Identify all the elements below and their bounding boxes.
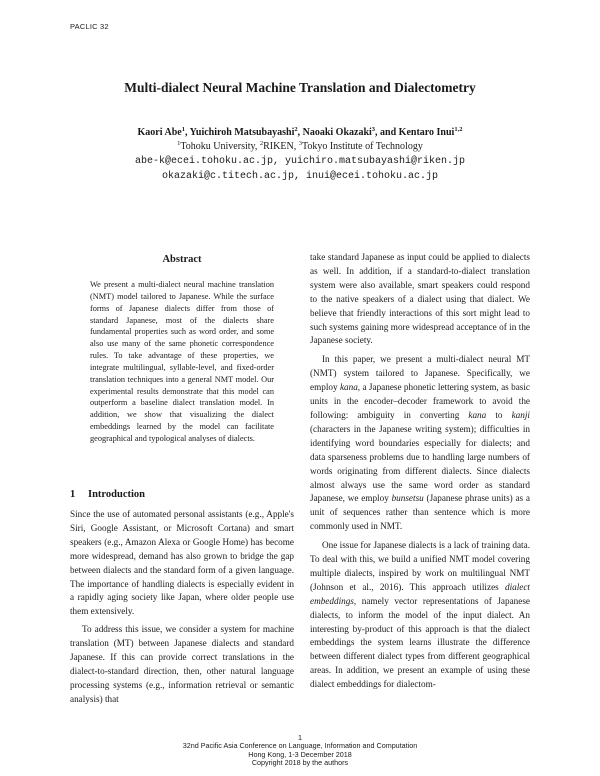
author-affil-mark: 1 — [181, 126, 185, 133]
author-affil-mark: 1,2 — [454, 126, 463, 133]
text-run: (characters in the Japanese writing system); difficulties in identifying word boundaries especially for dialects; and data sparseness problems due to handling large numbers of words originating from different dialects. Since dialects almost always use the same word order as standard Japanese, we employ — [310, 423, 530, 504]
abstract-heading: Abstract — [162, 254, 202, 265]
text-run: , a Japanese phonetic lettering system, as basic units in the encoder–decoder framework to avoid the following: ambiguity in converting — [310, 382, 531, 420]
author-name: Naoaki Okazaki — [302, 127, 372, 138]
affiliation-name: Tohoku University — [180, 141, 255, 152]
author-emails-line-1: abe-k@ecei.tohoku.ac.jp, yuichiro.matsubayashi@riken.jp — [134, 156, 466, 167]
affiliation-list: $^1$Tohoku University, $^2$RIKEN, $^3$Tokyo Institute of Technology — [177, 140, 423, 152]
left-column-body — [70, 508, 294, 707]
affiliation-name: RIKEN — [263, 141, 294, 152]
term-kana: kana — [468, 409, 487, 420]
text-run: One issue for Japanese dialects is a lack of training data. To deal with this, we build a unified NMT model covering multiple dialects, inspired by work on multilingual NMT (Johnson et al., 2016). This approach utilizes — [310, 540, 530, 592]
intro-paragraph-3 — [310, 353, 530, 534]
affil-mark: 3 — [298, 140, 302, 147]
intro-paragraph-2: To address this issue, we consider a system for machine translation (MT) between Japanese dialects and standard Japanese. If this can provide correct translations in the dialect-to-standard direction, then, other natural language processing systems (e.g., information retrieval or semantic analysis) that — [70, 624, 294, 704]
author-affil-mark: 2 — [294, 126, 298, 133]
intro-paragraph-4 — [310, 539, 530, 692]
term-kana: kana — [339, 382, 358, 393]
author-emails-line-2: okazaki@c.titech.ac.jp, inui@ecei.tohoku.ac.jp — [161, 171, 439, 182]
author-affil-mark: 3 — [371, 126, 376, 133]
paper-title: Multi-dialect Neural Machine Translation and Dialectometry — [124, 80, 476, 95]
section-heading-introduction — [70, 489, 145, 500]
footer-location-date: Hong Kong, 1-3 December 2018 — [248, 749, 352, 759]
footer-copyright: Copyright 2018 by the authors — [251, 758, 349, 768]
author-name: Kentaro Inui — [398, 127, 455, 138]
author-name: Yuichiroh Matsubayashi — [189, 127, 295, 138]
text-run: to — [486, 409, 512, 420]
term-bunsetsu: bunsetsu — [391, 493, 424, 504]
affiliation-name: Tokyo Institute of Technology — [301, 141, 423, 152]
affil-mark: 2 — [259, 140, 264, 147]
affil-mark: 1 — [177, 140, 181, 147]
intro-paragraph-2-continued: take standard Japanese as input could be applied to dialects as well. In addition, if a standard-to-dialect translation system were also available, smart speakers could respond to the native speakers of a dialect using that dialect. We believe that friendly interactions of this sort might lead to such systems gaining more widespread acceptance of in the Japanese society. — [310, 252, 530, 346]
page-footer — [0, 734, 600, 768]
section-number: 1 — [70, 489, 76, 500]
author-name: Kaori Abe — [137, 127, 182, 138]
text-run: (Japanese phrase units) as a unit of sequences rather than sentence which is more commonly used in NMT. — [310, 493, 530, 532]
text-run: In this paper, we present a multi-dialect neural MT (NMT) system tailored to Japanese. Specifically, we employ — [310, 354, 530, 393]
conference-tag: PACLIC 32 — [70, 22, 109, 31]
page-number: 1 — [298, 733, 302, 742]
author-list: Kaori Abe$^1$, Yuichiroh Matsubayashi$^2$, Naoaki Okazaki$^3$, and Kentaro Inui$^{1,2}$ — [137, 126, 463, 138]
footer-conference: 32nd Pacific Asia Conference on Language, Information and Computation — [182, 741, 418, 751]
right-column-body — [310, 251, 530, 692]
intro-paragraph-1: Since the use of automated personal assistants (e.g., Apple's Siri, Google Assistant, or Microsoft Cortana) and smart speakers (e.g., Amazon Alexa or Google Home) has become more widespread, demand has also grown to bridge the gap between dialects and the standard form of a given language. The importance of handling dialects is especially evident in a rapidly aging society like Japan, where older people use them extensively. — [70, 509, 294, 617]
term-dialect-embeddings: dialect embeddings — [310, 581, 530, 606]
section-title: Introduction — [88, 489, 145, 500]
abstract-text: We present a multi-dialect neural machine translation (NMT) model tailored to Japanese. While the surface forms of Japanese dialects differ from those of standard Japanese, most of the dialects share fundamental properties such as word order, and some also use many of the same phonetic correspondence rules. To take advantage of these properties, we integrate multilingual, syllable-level, and fixed-order translation techniques into a general NMT model. Our experimental results demonstrate that this model can outperform a baseline dialect translation model. In addition, we show that visualizing the dialect embeddings learned by the model can facilitate geographical and typological analyses of dialects. — [90, 280, 274, 443]
term-kanji: kanji — [511, 409, 530, 420]
text-run: , namely vector representations of Japanese dialects, to inform the model of the input dialect. An interesting by-product of this approach is that the dialect embeddings the system learns illustrate the difference between different dialect types from different geographical areas. In addition, we present an example of using these dialect embeddings for dialectom- — [310, 595, 530, 690]
